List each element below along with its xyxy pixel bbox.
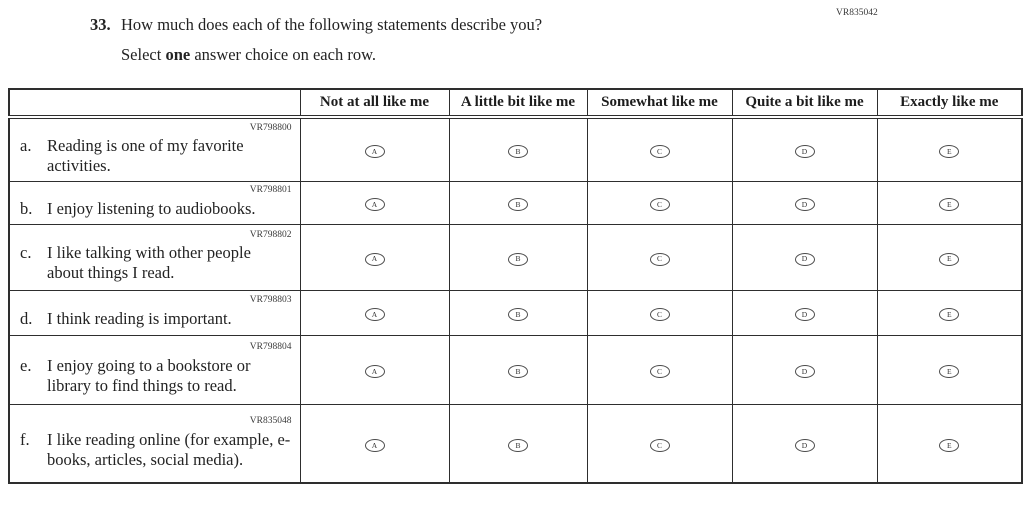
answer-bubble-a[interactable]: A [365,198,385,211]
answer-bubble-e[interactable]: E [939,253,959,266]
response-matrix-table [8,88,1023,484]
statement [20,197,294,219]
question-instruction [121,45,376,65]
option-cell-b [449,290,587,335]
answer-bubble-b[interactable]: B [508,439,528,452]
option-cell-a [300,404,449,483]
statement-letter: e. [20,355,32,375]
answer-bubble-c[interactable]: C [650,253,670,266]
answer-bubble-a[interactable]: A [365,145,385,158]
statement-text: I enjoy listening to audiobooks. [47,198,256,218]
question-line [90,15,542,35]
answer-bubble-d[interactable]: D [795,253,815,266]
column-header-1: Not at all like me [300,89,449,117]
option-cell-e [877,290,1022,335]
answer-bubble-c[interactable]: C [650,198,670,211]
statement-text: I like reading online (for example, e-books, articles, social media). [47,429,291,469]
row-code: VR798804 [249,342,292,353]
answer-bubble-d[interactable]: D [795,439,815,452]
table-row-d [9,290,1022,335]
option-cell-b [449,224,587,290]
column-header-3: Somewhat like me [587,89,732,117]
option-cell-c [587,335,732,404]
answer-bubble-b[interactable]: B [508,308,528,321]
table-row-f [9,404,1022,483]
statement-letter: b. [20,198,33,218]
answer-bubble-b[interactable]: B [508,253,528,266]
option-cell-b [449,117,587,181]
answer-bubble-d[interactable]: D [795,198,815,211]
statement-letter: a. [20,136,32,156]
statement [20,241,294,283]
answer-bubble-e[interactable]: E [939,308,959,321]
option-cell-c [587,117,732,181]
answer-bubble-e[interactable]: E [939,439,959,452]
answer-bubble-d[interactable]: D [795,308,815,321]
answer-bubble-c[interactable]: C [650,439,670,452]
instruction-suffix: answer choice on each row. [190,45,377,64]
header-row [9,89,1022,117]
statement-cell [9,117,300,181]
statement-letter: c. [20,243,32,263]
question-text: How much does each of the following statements describe you? [121,15,543,34]
instruction-prefix: Select [121,45,166,64]
row-code: VR835048 [249,416,292,427]
answer-bubble-e[interactable]: E [939,145,959,158]
answer-bubble-c[interactable]: C [650,308,670,321]
answer-bubble-b[interactable]: B [508,365,528,378]
option-cell-d [732,404,877,483]
statement-letter: f. [20,429,30,449]
statement [20,354,294,396]
answer-bubble-c[interactable]: C [650,365,670,378]
statement-text: I think reading is important. [47,308,232,328]
statement-cell [9,404,300,483]
option-cell-a [300,290,449,335]
row-code: VR798800 [249,122,292,133]
table-row-e [9,335,1022,404]
statement-cell [9,224,300,290]
answer-bubble-e[interactable]: E [939,365,959,378]
instruction-bold-word: one [165,45,191,64]
option-cell-a [300,117,449,181]
form-code: VR835042 [836,8,878,18]
answer-bubble-a[interactable]: A [365,308,385,321]
answer-bubble-c[interactable]: C [650,145,670,158]
table-row-a [9,117,1022,181]
option-cell-e [877,117,1022,181]
option-cell-e [877,181,1022,224]
statement-letter: d. [20,308,33,328]
option-cell-e [877,224,1022,290]
option-cell-b [449,404,587,483]
statement-text: I enjoy going to a bookstore or library to find things to read. [47,355,251,395]
answer-bubble-a[interactable]: A [365,253,385,266]
option-cell-d [732,290,877,335]
answer-bubble-d[interactable]: D [795,145,815,158]
option-cell-c [587,404,732,483]
option-cell-b [449,181,587,224]
statement [20,307,294,329]
row-code: VR798802 [249,229,292,240]
answer-bubble-b[interactable]: B [508,145,528,158]
answer-bubble-d[interactable]: D [795,365,815,378]
answer-bubble-b[interactable]: B [508,198,528,211]
answer-bubble-a[interactable]: A [365,439,385,452]
row-code: VR798801 [249,185,292,196]
statement-text: Reading is one of my favorite activities. [47,136,244,176]
table-row-b [9,181,1022,224]
option-cell-e [877,404,1022,483]
column-header-5: Exactly like me [877,89,1022,117]
row-code: VR798803 [249,295,292,306]
option-cell-d [732,335,877,404]
option-cell-c [587,181,732,224]
column-header-2: A little bit like me [449,89,587,117]
option-cell-c [587,290,732,335]
statement-cell [9,290,300,335]
option-cell-d [732,181,877,224]
column-header-4: Quite a bit like me [732,89,877,117]
option-cell-a [300,224,449,290]
option-cell-c [587,224,732,290]
header-empty-cell [9,89,300,117]
option-cell-b [449,335,587,404]
statement-cell [9,335,300,404]
statement [20,428,294,470]
answer-bubble-a[interactable]: A [365,365,385,378]
option-cell-d [732,224,877,290]
statement [20,134,294,176]
option-cell-d [732,117,877,181]
table-body [9,117,1022,483]
statement-text: I like talking with other people about things I read. [47,243,251,283]
option-cell-e [877,335,1022,404]
option-cell-a [300,181,449,224]
option-cell-a [300,335,449,404]
question-number: 33. [90,15,111,34]
table-row-c [9,224,1022,290]
statement-cell [9,181,300,224]
answer-bubble-e[interactable]: E [939,198,959,211]
